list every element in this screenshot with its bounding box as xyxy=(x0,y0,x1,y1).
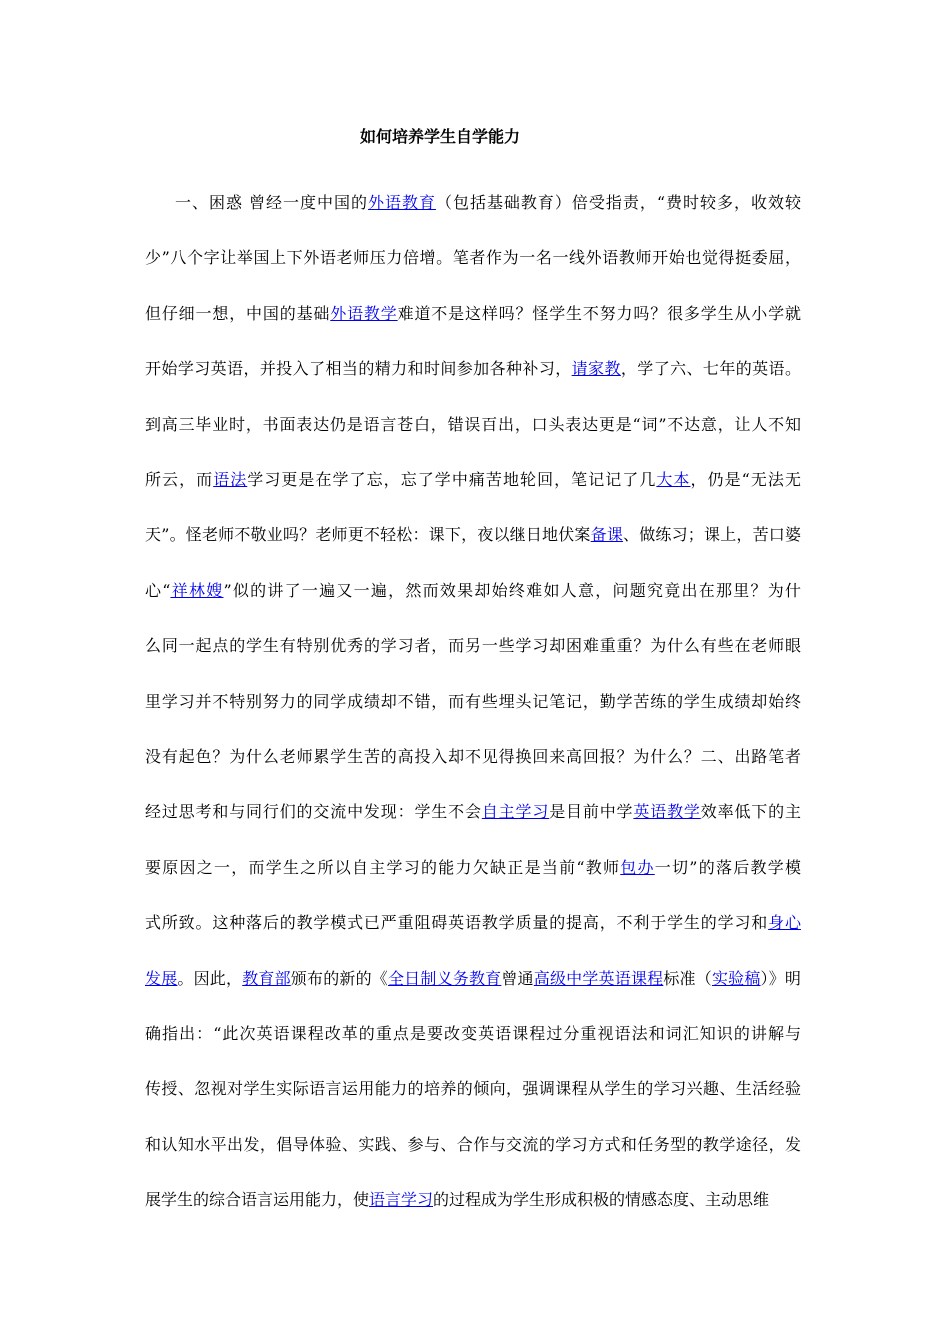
paragraph-line xyxy=(145,964,801,994)
text-run: 展学生的综合语言运用能力，使 xyxy=(145,1190,370,1209)
text-run: 要原因之一，而学生之所以自主学习的能力欠缺正是当前“教师 xyxy=(145,858,621,877)
paragraph-line xyxy=(145,299,801,329)
paragraph-line xyxy=(145,1019,801,1049)
text-run: 少”八个字让举国上下外语老师压力倍增。笔者作为一名一线外语教师开始也觉得挺委屈， xyxy=(145,248,801,267)
text-run: 一切”的落后教学模 xyxy=(654,858,801,877)
text-run: ）》明 xyxy=(760,969,801,988)
paragraph-line xyxy=(145,1074,801,1104)
paragraph-line xyxy=(145,354,801,384)
paragraph-line xyxy=(145,1185,801,1215)
text-run: 一、困惑 曾经一度中国的 xyxy=(175,193,368,212)
paragraph-line xyxy=(145,908,801,938)
text-run: 的过程成为学生形成积极的情感态度、主动思维 xyxy=(433,1190,770,1209)
inline-link[interactable]: 备课 xyxy=(590,525,624,544)
text-run: 里学习并不特别努力的同学成绩却不错，而有些埋头记笔记，勤学苦练的学生成绩却始终 xyxy=(145,692,801,711)
inline-link[interactable]: 身心 xyxy=(768,913,801,932)
text-run: 开始学习英语，并投入了相当的精力和时间参加各种补习， xyxy=(145,359,572,378)
paragraph-line xyxy=(145,742,801,772)
text-run: 颁布的新的《 xyxy=(290,969,388,988)
text-run: 么同一起点的学生有特别优秀的学习者，而另一些学习却困难重重？为什么有些在老师眼 xyxy=(145,636,801,655)
text-run: 和认知水平出发，倡导体验、实践、参与、合作与交流的学习方式和任务型的教学途径，发 xyxy=(145,1135,801,1154)
text-run: 效率低下的主 xyxy=(700,802,801,821)
text-run: 、做练习；课上，苦口婆 xyxy=(623,525,801,544)
text-run: ，学了六、七年的英语。 xyxy=(620,359,801,378)
text-run: ，仍是“无法无 xyxy=(690,470,801,489)
inline-link[interactable]: 自主学习 xyxy=(481,802,550,821)
paragraph-line xyxy=(145,797,801,827)
text-run: 曾通 xyxy=(501,969,534,988)
inline-link[interactable]: 发展 xyxy=(145,969,178,988)
paragraph-line xyxy=(145,1130,801,1160)
paragraph-line xyxy=(145,631,801,661)
text-run: 式所致。这种落后的教学模式已严重阻碍英语教学质量的提高，不利于学生的学习和 xyxy=(145,913,769,932)
paragraph-line xyxy=(145,853,801,883)
inline-link[interactable]: 语言学习 xyxy=(369,1190,434,1209)
paragraph-line xyxy=(145,520,801,550)
document-title: 如何培养学生自学能力 xyxy=(359,127,520,146)
paragraph-line xyxy=(145,687,801,717)
text-run: 经过思考和与同行们的交流中发现：学生不会 xyxy=(145,802,482,821)
text-run: 天”。怪老师不敬业吗？老师更不轻松：课下，夜以继日地伏案 xyxy=(145,525,591,544)
text-run: （包括基础教育）倍受指责，“费时较多，收效较 xyxy=(435,193,801,212)
inline-link[interactable]: 实验稿 xyxy=(711,969,761,988)
inline-link[interactable]: 教育部 xyxy=(242,969,291,988)
text-run: 难道不是这样吗？怪学生不努力吗？很多学生从小学就 xyxy=(397,304,801,323)
text-run: 学习更是在学了忘，忘了学中痛苦地轮回，笔记记了几 xyxy=(247,470,657,489)
text-run: 所云，而 xyxy=(145,470,214,489)
text-run: 传授、忽视对学生实际语言运用能力的培养的倾向，强调课程从学生的学习兴趣、生活经验 xyxy=(145,1079,801,1098)
inline-link[interactable]: 大本 xyxy=(656,470,691,489)
text-run: 心“ xyxy=(145,581,171,600)
text-run: 标准（ xyxy=(663,969,712,988)
inline-link[interactable]: 外语教学 xyxy=(330,304,398,323)
paragraph-line xyxy=(145,576,801,606)
paragraph-line xyxy=(175,188,801,218)
text-run: 到高三毕业时，书面表达仍是语言苍白，错误百出，口头表达更是“词”不达意，让人不知 xyxy=(145,415,801,434)
inline-link[interactable]: 高级中学英语课程 xyxy=(533,969,664,988)
inline-link[interactable]: 包办 xyxy=(620,858,655,877)
text-run: 。因此， xyxy=(177,969,243,988)
paragraph-line xyxy=(145,410,801,440)
text-run: ”似的讲了一遍又一遍，然而效果却始终难如人意，问题究竟出在那里？为什 xyxy=(223,581,801,600)
inline-link[interactable]: 请家教 xyxy=(571,359,621,378)
text-run: 确指出：“此次英语课程改革的重点是要改变英语课程过分重视语法和词汇知识的讲解与 xyxy=(145,1024,801,1043)
inline-link[interactable]: 祥林嫂 xyxy=(170,581,224,600)
inline-link[interactable]: 语法 xyxy=(213,470,248,489)
paragraph-line xyxy=(145,465,801,495)
text-run: 是目前中学 xyxy=(549,802,634,821)
paragraph-line xyxy=(145,243,801,273)
inline-link[interactable]: 全日制义务教育 xyxy=(387,969,502,988)
inline-link[interactable]: 英语教学 xyxy=(633,802,701,821)
text-run: 没有起色？为什么老师累学生苦的高投入却不见得换回来高回报？为什么？二、出路笔者 xyxy=(145,747,801,766)
text-run: 但仔细一想，中国的基础 xyxy=(145,304,331,323)
inline-link[interactable]: 外语教育 xyxy=(368,193,436,212)
